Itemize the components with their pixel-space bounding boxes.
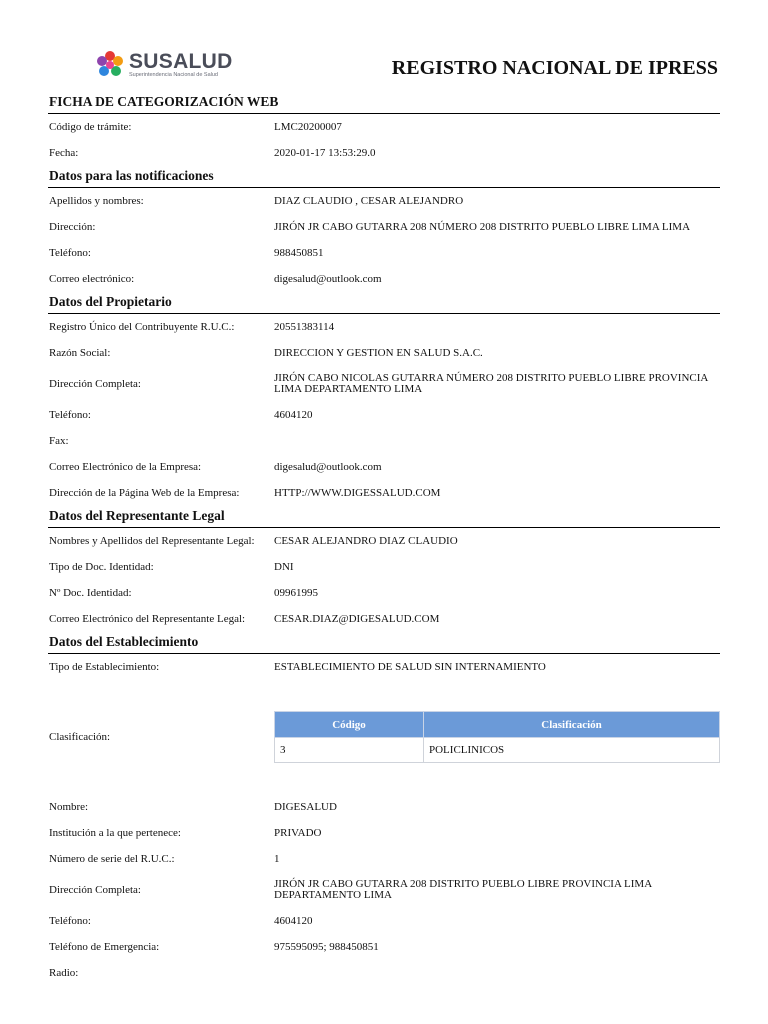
- field-label: Correo Electrónico de la Empresa:: [49, 461, 202, 473]
- document-header: [0, 0, 768, 92]
- field-label: Dirección Completa:: [49, 884, 141, 896]
- table-cell-clasificacion: POLICLINICOS: [424, 738, 720, 763]
- field-row: [48, 366, 720, 402]
- field-value: DIGESALUD: [274, 800, 337, 813]
- field-row: [48, 872, 720, 908]
- field-row: [48, 820, 720, 846]
- clasificacion-row: [48, 680, 720, 794]
- field-value: 09961995: [274, 586, 318, 599]
- field-value: 4604120: [274, 408, 313, 421]
- field-value: ESTABLECIMIENTO DE SALUD SIN INTERNAMIENTO: [274, 660, 546, 673]
- section-heading-representante: Datos del Representante Legal: [48, 506, 720, 528]
- column-header-codigo: Código: [275, 712, 424, 738]
- field-label: Nº Doc. Identidad:: [49, 587, 132, 599]
- field-label: Institución a la que pertenece:: [49, 827, 181, 839]
- field-row: [48, 340, 720, 366]
- field-row: [48, 480, 720, 506]
- field-value: LMC20200007: [274, 120, 342, 133]
- susalud-logo: [95, 50, 233, 80]
- field-label: Dirección Completa:: [49, 378, 141, 390]
- field-row: [48, 606, 720, 632]
- field-label: Fecha:: [49, 147, 79, 159]
- field-value: JIRÓN CABO NICOLAS GUTARRA NÚMERO 208 DISTRITO PUEBLO LIBRE PROVINCIA LIMA DEPARTAMENTO LIMA: [274, 372, 708, 395]
- field-label: Número de serie del R.U.C.:: [49, 853, 175, 865]
- field-value: PRIVADO: [274, 826, 322, 839]
- field-value: digesalud@outlook.com: [274, 272, 382, 285]
- field-row: [48, 266, 720, 292]
- field-label: Dirección de la Página Web de la Empresa:: [49, 487, 240, 499]
- field-label: Tipo de Doc. Identidad:: [49, 561, 154, 573]
- section-heading-establecimiento: Datos del Establecimiento: [48, 632, 720, 654]
- field-value: DNI: [274, 560, 294, 573]
- field-row: [48, 314, 720, 340]
- field-label: Teléfono de Emergencia:: [49, 941, 160, 953]
- field-row: [48, 188, 720, 214]
- field-label: Nombre:: [49, 801, 89, 813]
- field-value: 975595095; 988450851: [274, 940, 379, 953]
- logo-subtitle: Superintendencia Nacional de Salud: [129, 72, 218, 79]
- field-value: HTTP://WWW.DIGESSALUD.COM: [274, 486, 441, 499]
- field-row: [48, 114, 720, 140]
- column-header-clasificacion: Clasificación: [424, 712, 720, 738]
- field-label: Nombres y Apellidos del Representante Legal:: [49, 535, 255, 547]
- field-row: [48, 580, 720, 606]
- field-label: Correo Electrónico del Representante Legal:: [49, 613, 246, 625]
- table-cell-codigo: 3: [275, 738, 424, 763]
- field-label: Teléfono:: [49, 409, 91, 421]
- field-label: Código de trámite:: [49, 121, 132, 133]
- field-row: [48, 402, 720, 428]
- field-row: [48, 240, 720, 266]
- document-content: [48, 92, 720, 986]
- field-label: Fax:: [49, 435, 69, 447]
- section-heading-ficha: FICHA DE CATEGORIZACIÓN WEB: [48, 92, 720, 114]
- field-row: [48, 454, 720, 480]
- susalud-flower-icon: [95, 50, 125, 80]
- field-row: [48, 654, 720, 680]
- field-value: 4604120: [274, 914, 313, 927]
- field-value: CESAR.DIAZ@DIGESALUD.COM: [274, 612, 440, 625]
- field-row: [48, 846, 720, 872]
- field-row: [48, 140, 720, 166]
- field-value: 988450851: [274, 246, 324, 259]
- field-label: Clasificación:: [49, 731, 111, 743]
- field-label: Apellidos y nombres:: [49, 195, 144, 207]
- field-value: JIRÓN JR CABO GUTARRA 208 DISTRITO PUEBLO LIBRE PROVINCIA LIMA DEPARTAMENTO LIMA: [274, 878, 652, 901]
- field-row: [48, 908, 720, 934]
- field-value: 1: [274, 852, 280, 865]
- field-value: JIRÓN JR CABO GUTARRA 208 NÚMERO 208 DISTRITO PUEBLO LIBRE LIMA LIMA: [274, 220, 691, 233]
- field-label: Dirección:: [49, 221, 96, 233]
- field-row: [48, 528, 720, 554]
- field-value: CESAR ALEJANDRO DIAZ CLAUDIO: [274, 534, 458, 547]
- field-value: DIAZ CLAUDIO , CESAR ALEJANDRO: [274, 194, 464, 207]
- field-label: Correo electrónico:: [49, 273, 135, 285]
- field-row: [48, 960, 720, 986]
- table-header-row: [275, 712, 720, 738]
- field-label: Teléfono:: [49, 247, 91, 259]
- clasificacion-table: [274, 711, 720, 763]
- field-row: [48, 214, 720, 240]
- field-value: 20551383114: [274, 320, 335, 333]
- field-value: DIRECCION Y GESTION EN SALUD S.A.C.: [274, 346, 483, 359]
- field-label: Tipo de Establecimiento:: [49, 661, 160, 673]
- field-value: 2020-01-17 13:53:29.0: [274, 146, 376, 159]
- section-heading-propietario: Datos del Propietario: [48, 292, 720, 314]
- field-row: [48, 428, 720, 454]
- field-row: [48, 554, 720, 580]
- field-row: [48, 934, 720, 960]
- field-value: digesalud@outlook.com: [274, 460, 382, 473]
- field-label: Registro Único del Contribuyente R.U.C.:: [49, 321, 235, 333]
- field-label: Teléfono:: [49, 915, 91, 927]
- field-row: [48, 794, 720, 820]
- section-heading-notificaciones: Datos para las notificaciones: [48, 166, 720, 188]
- table-row: [275, 738, 720, 763]
- document-title: REGISTRO NACIONAL DE IPRESS: [391, 57, 718, 79]
- field-label: Radio:: [49, 967, 79, 979]
- field-label: Razón Social:: [49, 347, 111, 359]
- logo-name: SUSALUD: [129, 50, 233, 74]
